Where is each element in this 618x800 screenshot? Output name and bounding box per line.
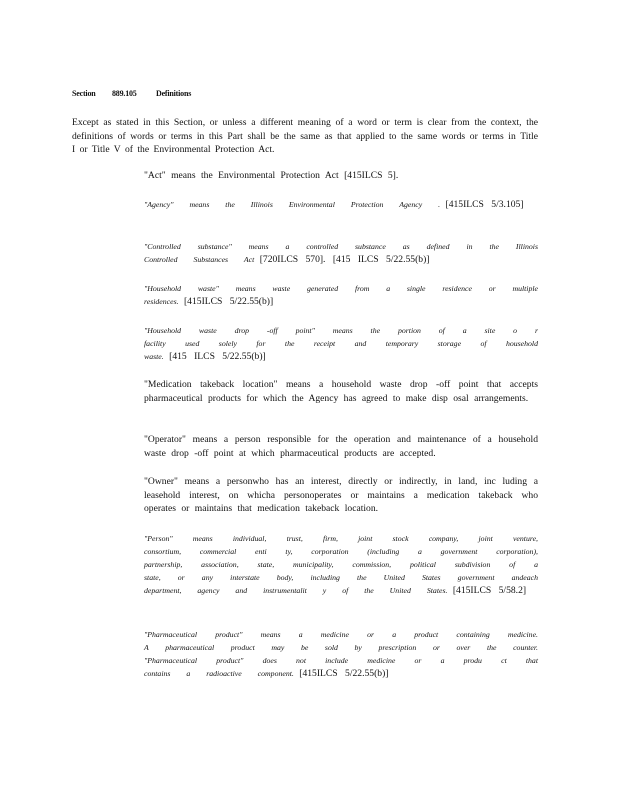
- definition-citation: [415ILCS 5/58.2]: [452, 585, 527, 596]
- definition-household-waste: [144, 282, 538, 308]
- definition-person: [144, 532, 538, 597]
- definition-text: "Agency" means the Illinois Environmental Protection Agency .: [144, 200, 441, 209]
- definition-drop-off-point: [144, 324, 538, 363]
- definition-text: "Medication takeback location" means a household waste drop -off point that accepts pharmaceutical products for which the Agency has agreed to make disp osal arrangements.: [144, 379, 538, 404]
- definition-text: "Controlled substance" means a controlled substance as defined in the Illinois Controlled Substances Act: [144, 242, 538, 264]
- section-header: [72, 89, 191, 98]
- section-number: 889.105: [112, 89, 137, 98]
- definition-medication-takeback-location: [144, 378, 538, 405]
- definition-pharmaceutical-product: [144, 628, 538, 680]
- definition-controlled-substance: [144, 240, 538, 266]
- definition-citation: [415ILCS 5/22.55(b)]: [299, 668, 389, 679]
- definition-text: "Household waste" means waste generated from a single residence or multiple residences.: [144, 284, 538, 306]
- definition-citation: [415 ILCS 5/22.55(b)]: [169, 351, 266, 362]
- section-title: Definitions: [156, 89, 192, 98]
- definition-text: "Owner" means a personwho has an interest, directly or indirectly, in land, inc luding a leasehold interest, on whicha personoperates or maintains a medication takeback who operates or maintains that medication takeback location.: [144, 476, 538, 514]
- definition-text: "Household waste drop -off point" means the portion of a site o r facility used solely for the receipt and temporary storage of household waste.: [144, 326, 538, 361]
- definition-agency: [144, 198, 524, 211]
- definition-text: "Person" means individual, trust, firm, joint stock company, joint venture, consortium, commercial enti ty, corporation (including a government corporation), partnership, association, state, municipality, commission, political subdivision of a state, or any interstate body, including the United States government andeach department, agency and instrumentalit y of the United States.: [144, 534, 538, 595]
- definition-citation: [415ILCS 5/3.105]: [445, 199, 524, 210]
- definition-text: "Act" means the Environmental Protection Act [415ILCS 5].: [144, 170, 399, 181]
- definition-text: "Operator" means a person responsible for the operation and maintenance of a household waste drop -off point at which pharmaceutical products are accepted.: [144, 434, 538, 459]
- section-label: Section: [72, 89, 96, 98]
- definition-operator: [144, 433, 538, 460]
- definition-owner: [144, 475, 538, 516]
- definition-citation: [415ILCS 5/22.55(b)]: [183, 296, 274, 307]
- definition-citation: [720ILCS 570]. [415 ILCS 5/22.55(b)]: [259, 254, 430, 265]
- definition-act: [144, 169, 398, 183]
- intro-paragraph: Except as stated in this Section, or unless a different meaning of a word or term is clear from the context, the definitions of words or terms in this Part shall be the same as that applied to the same words or terms in Title I or Title V of the Environmental Protection Act.: [72, 117, 538, 155]
- definition-text: "Pharmaceutical product" means a medicine or a product containing medicine. A pharmaceutical product may be sold by prescription or over the counter. "Pharmaceutical product" does not include medicine or a produ ct that contains a radioactive component.: [144, 630, 538, 678]
